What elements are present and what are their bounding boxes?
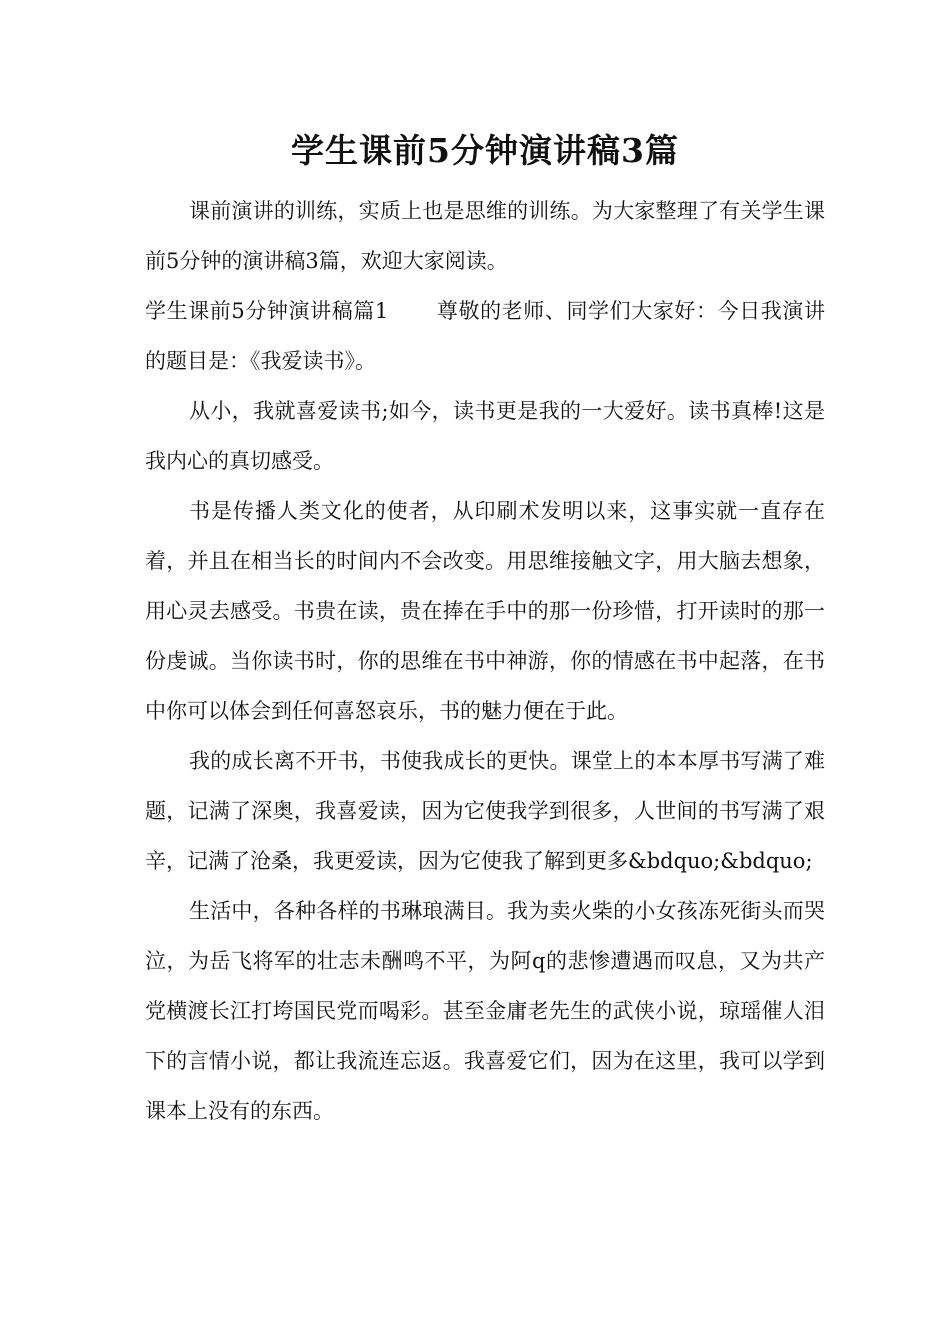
section-opening-text: 尊敬的老师、同学们大家好：今日我演讲的题目是：《我爱读书》。 (145, 299, 825, 373)
section-opening-paragraph (145, 286, 825, 386)
section-heading: 学生课前5分钟演讲稿篇1 (145, 299, 389, 323)
body-paragraph: 从小，我就喜爱读书;如今，读书更是我的一大爱好。读书真棒!这是我内心的真切感受。 (145, 399, 825, 473)
page-title: 学生课前5分钟演讲稿3篇 (291, 131, 679, 170)
body-paragraph: 书是传播人类文化的使者，从印刷术发明以来，这事实就一直存在着，并且在相当长的时间内不会改变。用思维接触文字，用大脑去想象，用心灵去感受。书贵在读，贵在捧在手中的那一份珍惜，打开读时的那一份虔诚。当你读书时，你的思维在书中神游，你的情感在书中起落，在书中你可以体会到任何喜怒哀乐，书的魅力便在于此。 (145, 499, 825, 723)
intro-paragraph: 课前演讲的训练，实质上也是思维的训练。为大家整理了有关学生课前5分钟的演讲稿3篇，欢迎大家阅读。 (145, 199, 825, 273)
body-paragraph: 生活中，各种各样的书琳琅满目。我为卖火柴的小女孩冻死街头而哭泣，为岳飞将军的壮志未酬鸣不平，为阿q的悲惨遭遇而叹息，又为共产党横渡长江打垮国民党而喝彩。甚至金庸老先生的武侠小说，琼瑶催人泪下的言情小说，都让我流连忘返。我喜爱它们，因为在这里，我可以学到课本上没有的东西。 (145, 899, 825, 1123)
body-paragraph: 我的成长离不开书，书使我成长的更快。课堂上的本本厚书写满了难题，记满了深奥，我喜爱读，因为它使我学到很多，人世间的书写满了艰辛，记满了沧桑，我更爱读，因为它使我了解到更多&bdquo;&bdquo; (145, 749, 825, 873)
document-page (145, 128, 825, 1136)
